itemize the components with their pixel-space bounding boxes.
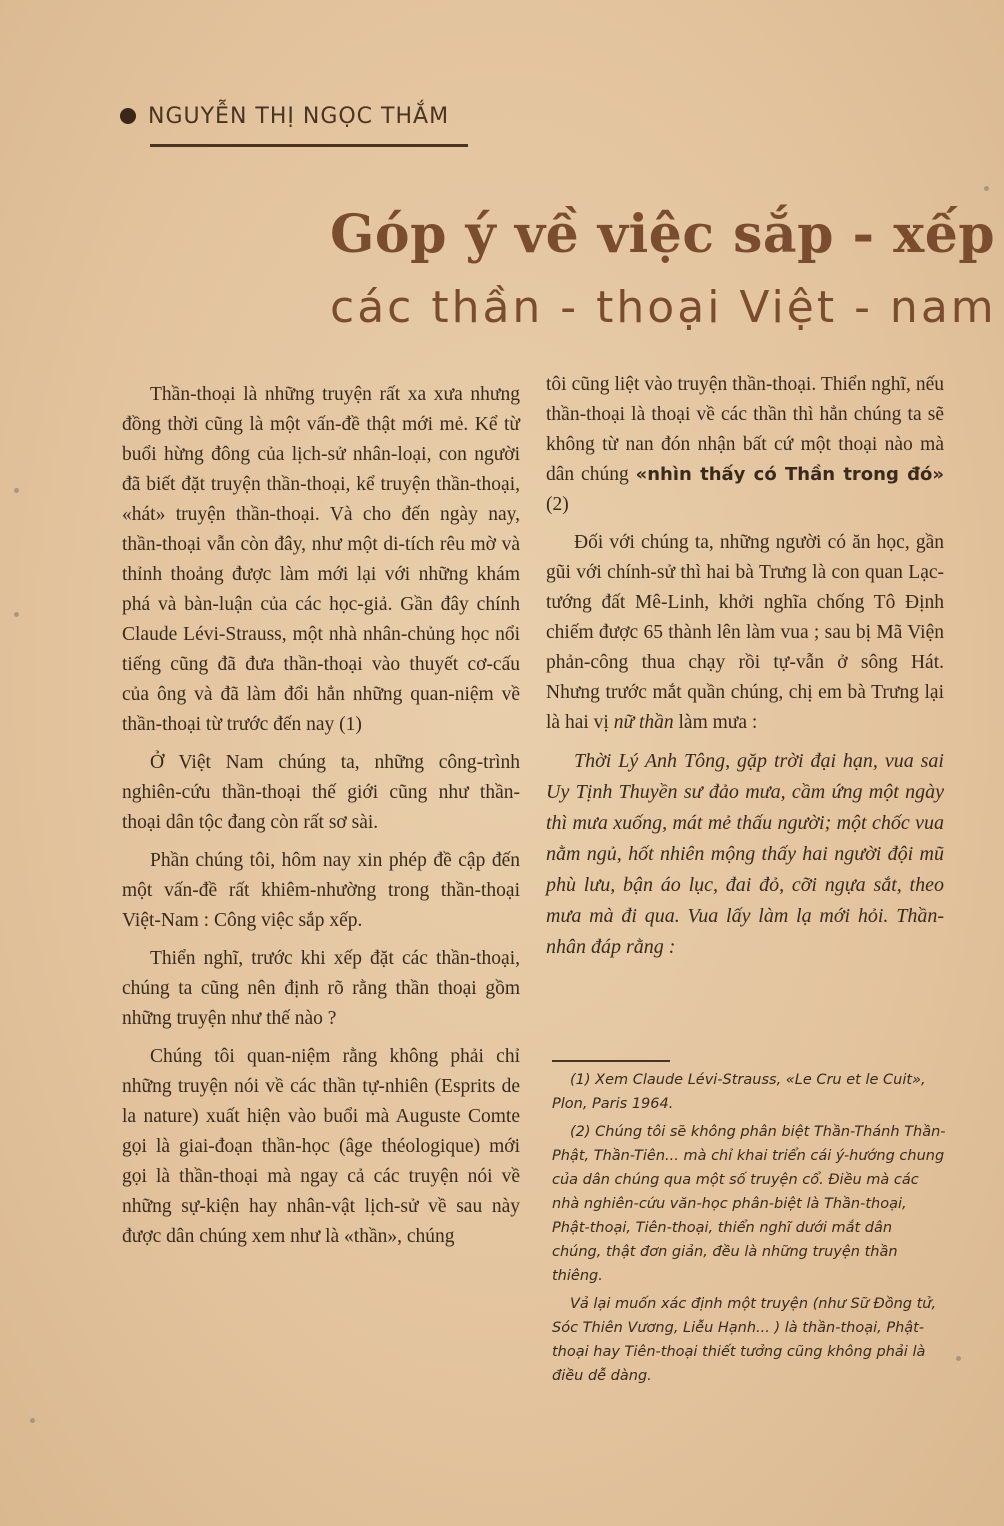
footnote-3: Vả lại muốn xác định một truyện (như Sữ Đồng tử, Sóc Thiên Vương, Liễu Hạnh... ) là thần-thoại, Phật-thoại hay Tiên-thoại thiết tưởng cũng không phải là điều dễ dàng. xyxy=(552,1296,937,1384)
author-byline xyxy=(120,104,449,129)
footnote-1: (1) Xem Claude Lévi-Strauss, «Le Cru et le Cuit», Plon, Paris 1964. xyxy=(552,1072,926,1112)
paragraph xyxy=(546,370,944,520)
left-column xyxy=(122,380,520,1260)
paragraph: Ở Việt Nam chúng ta, những công-trình nghiên-cứu thần-thoại thế giới cũng như thần-thoại dân tộc đang còn rất sơ sài. xyxy=(122,752,520,833)
footnote-ref: (2) xyxy=(546,494,569,515)
paragraph-text-tail: làm mưa : xyxy=(673,712,758,733)
author-name: NGUYỄN THỊ NGỌC THẮM xyxy=(148,104,450,129)
paragraph: Chúng tôi quan-niệm rằng không phải chỉ những truyện nói về các thần tự-nhiên (Esprits de la nature) xuất hiện vào buổi mà Auguste Comte gọi là giai-đoạn thần-học (âge théologique) mới gọi là thần-thoại mà ngay cả các truyện nói về những sự-kiện hay nhân-vật lịch-sử về sau này được dân chúng xem như là «thần», chúng xyxy=(122,1046,520,1247)
emphasis-quote: «nhìn thấy có Thần trong đó» xyxy=(635,464,945,485)
paragraph-text: tôi cũng liệt vào truyện thần-thoại. Thiển nghĩ, nếu thần-thoại là thoại về các thần thì hẳn chúng ta sẽ không từ nan đón nhận bất cứ một thoại nào mà dân chúng xyxy=(546,374,944,485)
paragraph-text: Đối với chúng ta, những người có ăn học, gần gũi với chính-sử thì hai bà Trưng là con quan Lạc-tướng đất Mê-Linh, khởi nghĩa chống Tô Định chiếm được 65 thành lên làm vua ; sau bị Mã Viện phản-công thua chạy rồi tự-vẫn ở sông Hát. Nhưng trước mắt quần chúng, chị em bà Trưng lại là hai vị xyxy=(546,532,944,733)
paper-speck xyxy=(14,488,19,493)
article-title-line1: Góp ý về việc sắp - xếp xyxy=(330,204,996,265)
paragraph: Thiển nghĩ, trước khi xếp đặt các thần-thoại, chúng ta cũng nên định rõ rằng thần thoại gồm những truyện như thế nào ? xyxy=(122,948,520,1029)
paper-speck xyxy=(984,186,989,191)
right-column xyxy=(546,370,944,971)
italic-phrase: nữ thần xyxy=(613,712,674,733)
paragraph xyxy=(546,528,944,738)
footnotes xyxy=(552,1068,946,1392)
paragraph: Thần-thoại là những truyện rất xa xưa nhưng đồng thời cũng là một vấn-đề thật mới mẻ. Kể từ buổi hừng đông của lịch-sử nhân-loại, con người đã biết đặt truyện thần-thoại, kể truyện thần-thoại, «hát» truyện thần-thoại. Và cho đến ngày nay, thần-thoại vẫn còn đây, như một di-tích rêu mờ và thỉnh thoảng được làm mới lại với những khám phá và bàn-luận của các học-giả. Gần đây chính Claude Lévi-Strauss, một nhà nhân-chủng học nổi tiếng cũng đã đưa thần-thoại vào thuyết cơ-cấu của ông và đã làm đổi hẳn những quan-niệm về thần-thoại từ trước đến nay (1) xyxy=(122,384,520,735)
byline-underline xyxy=(150,144,468,147)
paper-speck xyxy=(14,612,19,617)
paper-speck xyxy=(30,1418,35,1423)
paragraph: Phần chúng tôi, hôm nay xin phép đề cập đến một vấn-đề rất khiêm-nhường trong thần-thoại Việt-Nam : Công việc sắp xếp. xyxy=(122,850,520,931)
paper-speck xyxy=(956,1356,961,1361)
article-title-line2: các thần - thoại Việt - nam xyxy=(330,282,997,333)
footnote-2: (2) Chúng tôi sẽ không phân biệt Thần-Thánh Thần-Phật, Thần-Tiên... mà chỉ khai triển cái ý-hướng chung của dân chúng qua một số truyện cổ. Điều mà các nhà nghiên-cứu văn-học phân-biệt là Thần-thoại, Phật-thoại, Tiên-thoại, thiển nghĩ dưới mắt dân chúng, thật đơn giản, đều là những truyện thần thiêng. xyxy=(552,1124,946,1284)
quoted-passage: Thời Lý Anh Tông, gặp trời đại hạn, vua sai Uy Tịnh Thuyền sư đảo mưa, cầm ứng một ngày thì mưa xuống, mát mẻ thấu người; một chốc vua nằm ngủ, hốt nhiên mộng thấy hai người đội mũ phù lưu, bận áo lục, đai đỏ, cỡi ngựa sắt, theo mưa mà đi qua. Vua lấy làm lạ mới hỏi. Thần-nhân đáp rằng : xyxy=(546,750,944,958)
footnote-divider xyxy=(552,1060,670,1062)
bullet-dot-icon xyxy=(120,108,136,124)
